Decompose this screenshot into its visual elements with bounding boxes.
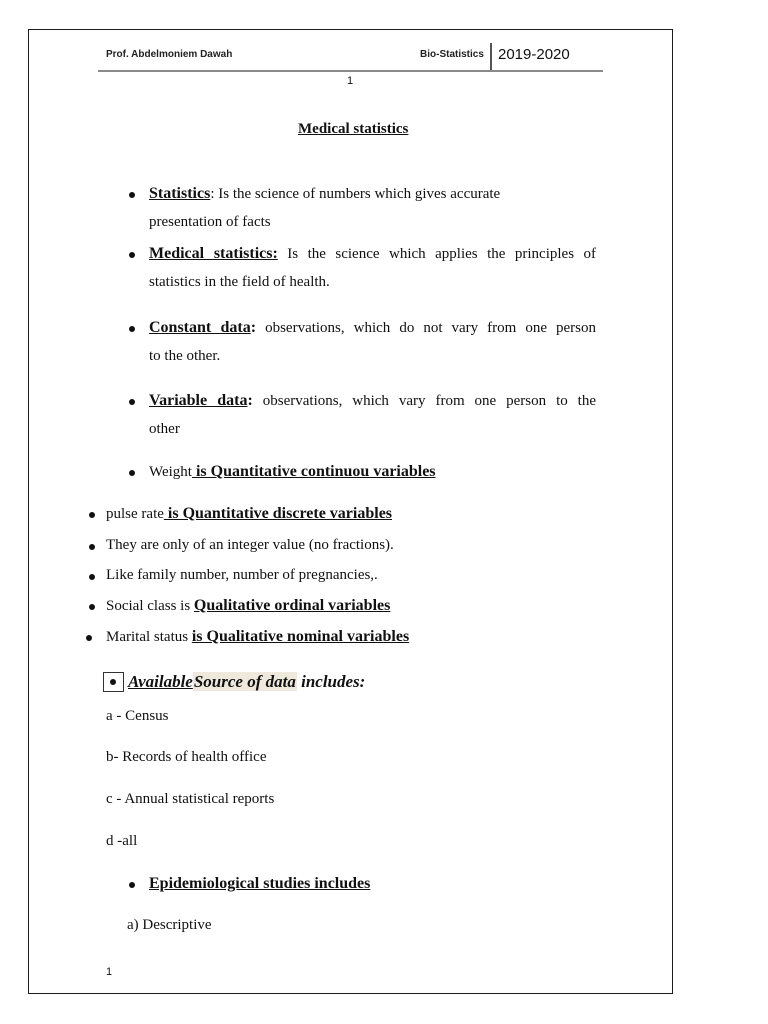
marital-status-label: Marital status xyxy=(106,629,192,645)
definition-variable-line2: other xyxy=(149,421,180,437)
bullet xyxy=(129,399,135,405)
term-separator: : xyxy=(247,392,253,409)
term-medical-statistics: Medical statistics: xyxy=(149,245,278,262)
source-item: d -all xyxy=(106,833,138,849)
weight-classification: is Quantitative continuou variables xyxy=(191,463,436,480)
sources-heading xyxy=(128,672,365,692)
bullet xyxy=(129,882,135,888)
source-item: c - Annual statistical reports xyxy=(106,791,275,807)
header-rule xyxy=(98,70,603,72)
sources-heading-word: Available xyxy=(128,672,193,691)
sources-heading-highlight: Source of data xyxy=(193,672,296,691)
like-note: Like family number, number of pregnancies,. xyxy=(106,567,378,583)
definition-statistics-line2: presentation of facts xyxy=(149,214,271,230)
definition-text: observations, which do not vary from one person xyxy=(256,320,596,336)
header-page-number: 1 xyxy=(347,75,354,87)
bullet xyxy=(129,326,135,332)
term-constant-data: Constant data xyxy=(149,319,251,336)
definition-text: Is the science of numbers which gives accurate xyxy=(214,186,501,202)
term-separator: : xyxy=(250,319,257,336)
term-separator: : xyxy=(210,186,215,202)
marital-status-line xyxy=(106,628,409,646)
social-class-line xyxy=(106,597,390,615)
pulse-line xyxy=(106,505,392,523)
bullet xyxy=(89,604,95,610)
term-statistics: Statistics xyxy=(149,185,211,202)
source-item: b- Records of health office xyxy=(106,749,267,765)
social-class-classification: Qualitative ordinal variables xyxy=(193,597,391,614)
definition-text: observations, which vary from one person to the xyxy=(252,393,596,409)
definition-text: Is the science which applies the principles of xyxy=(277,246,596,262)
definition-constant-line2: to the other. xyxy=(149,348,221,364)
sources-heading-tail: includes: xyxy=(296,672,366,691)
definition-constant-line1 xyxy=(149,319,596,337)
epidemiology-heading: Epidemiological studies includes xyxy=(149,875,371,892)
pulse-label: pulse rate xyxy=(106,506,164,522)
integer-note: They are only of an integer value (no fractions). xyxy=(106,537,394,553)
definition-medical-line1 xyxy=(149,245,596,263)
definition-statistics-line1 xyxy=(149,185,500,203)
bullet xyxy=(129,470,135,476)
bullet xyxy=(89,512,95,518)
boxed-bullet xyxy=(103,672,124,692)
bullet xyxy=(129,192,135,198)
header-subject: Bio-Statistics xyxy=(420,49,484,60)
pulse-classification: is Quantitative discrete variables xyxy=(163,505,393,522)
definition-medical-line2: statistics in the field of health. xyxy=(149,274,330,290)
bullet xyxy=(89,574,95,580)
social-class-label: Social class is xyxy=(106,598,194,614)
source-item: a - Census xyxy=(106,708,169,724)
term-variable-data: Variable data xyxy=(149,392,248,409)
footer-page-number: 1 xyxy=(106,966,113,978)
header-year: 2019-2020 xyxy=(498,46,570,63)
epidemiology-item: a) Descriptive xyxy=(127,917,212,933)
weight-line xyxy=(149,463,436,481)
definition-variable-line1 xyxy=(149,392,596,410)
header-author: Prof. Abdelmoniem Dawah xyxy=(106,49,233,60)
bullet xyxy=(86,635,92,641)
bullet xyxy=(89,544,95,550)
weight-label: Weight xyxy=(149,464,192,480)
bullet xyxy=(129,252,135,258)
page-title: Medical statistics xyxy=(298,121,409,137)
header-divider xyxy=(490,43,492,72)
marital-status-classification: is Qualitative nominal variables xyxy=(191,628,410,645)
bullet xyxy=(110,679,116,685)
